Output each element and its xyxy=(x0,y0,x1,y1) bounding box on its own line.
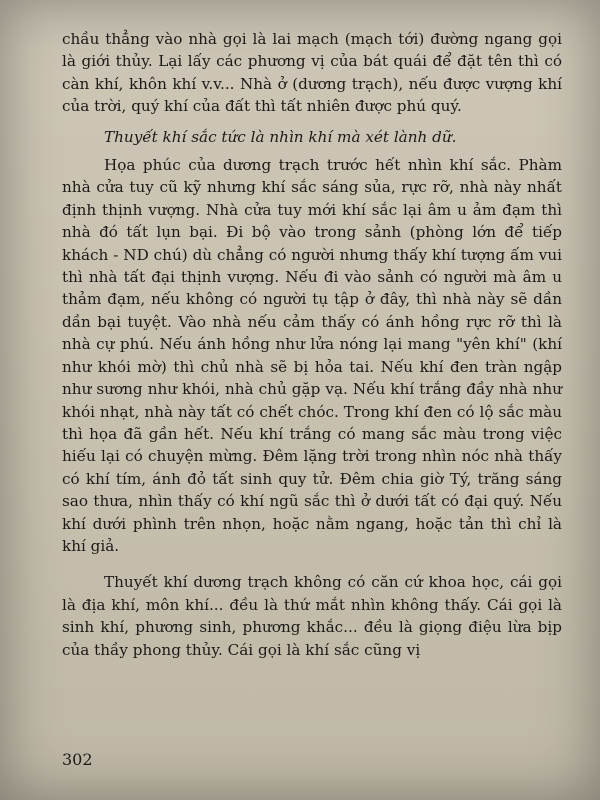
paragraph-last: Thuyết khí dương trạch không có căn cứ khoa học, cái gọi là địa khí, môn khí... đều là thứ mắt nhìn không thấy. Cái gọi là sinh khí, phương sinh, phương khắc... đều là giọng điệu lừa bịp của thầy phong thủy. Cái gọi là khí sắc cũng vị xyxy=(62,573,562,659)
paragraph-body: Họa phúc của dương trạch trước hết nhìn khí sắc. Phàm nhà cửa tuy cũ kỹ nhưng khí sắc sáng sủa, rực rỡ, nhà này nhất định thịnh vượng. Nhà cửa tuy mới khí sắc lại âm u ảm đạm thì nhà đó tất lụn bại. Đi bộ vào trong sảnh (phòng lớn để tiếp khách - ND chú) dù chẳng có người nhưng thấy khí tượng ấm vui thì nhà tất đại thịnh vượng. Nếu đi vào sảnh có người mà âm u thảm đạm, nếu không có người tụ tập ở đây, thì nhà này sẽ dần dần bại tuyệt. Vào nhà nếu cảm thấy có ánh hồng rực rỡ thì là nhà cự phú. Nếu ánh hồng như lửa nóng lại mang "yên khí" (khí như khói mờ) thì chủ nhà sẽ bị hỏa tai. Nếu khí đen tràn ngập như sương như khói, nhà chủ gặp vạ. Nếu khí trắng đầy nhà như khói nhạt, nhà này tất có chết chóc. Trong khí đen có lộ sắc màu thì họa đã gần hết. Nếu khí trắng có mang sắc màu trong việc hiếu lại có chuyện mừng. Đêm lặng trời trong nhìn nóc nhà thấy có khí tím, ánh đỏ tất sinh quy tử. Đêm chia giờ Tý, trăng sáng sao thưa, nhìn thấy có khí ngũ sắc thì ở dưới tất có đại quý. Nếu khí dưới phình trên nhọn, hoặc nằm ngang, hoặc tản thì chỉ là khí giả. xyxy=(62,156,562,555)
section-heading: Thuyết khí sắc tức là nhìn khí mà xét lành dữ. xyxy=(104,127,457,146)
paragraph-continued: chầu thẳng vào nhà gọi là lai mạch (mạch tới) đường ngang gọi là giới thủy. Lại lấy các phương vị của bát quái để đặt tên thì có càn khí, khôn khí v.v... Nhà ở (dương trạch), nếu được vượng khí của trời, quý khí của đất thì tất nhiên được phú quý. xyxy=(62,30,562,116)
page-content xyxy=(62,28,562,661)
page-number: 302 xyxy=(62,750,93,769)
